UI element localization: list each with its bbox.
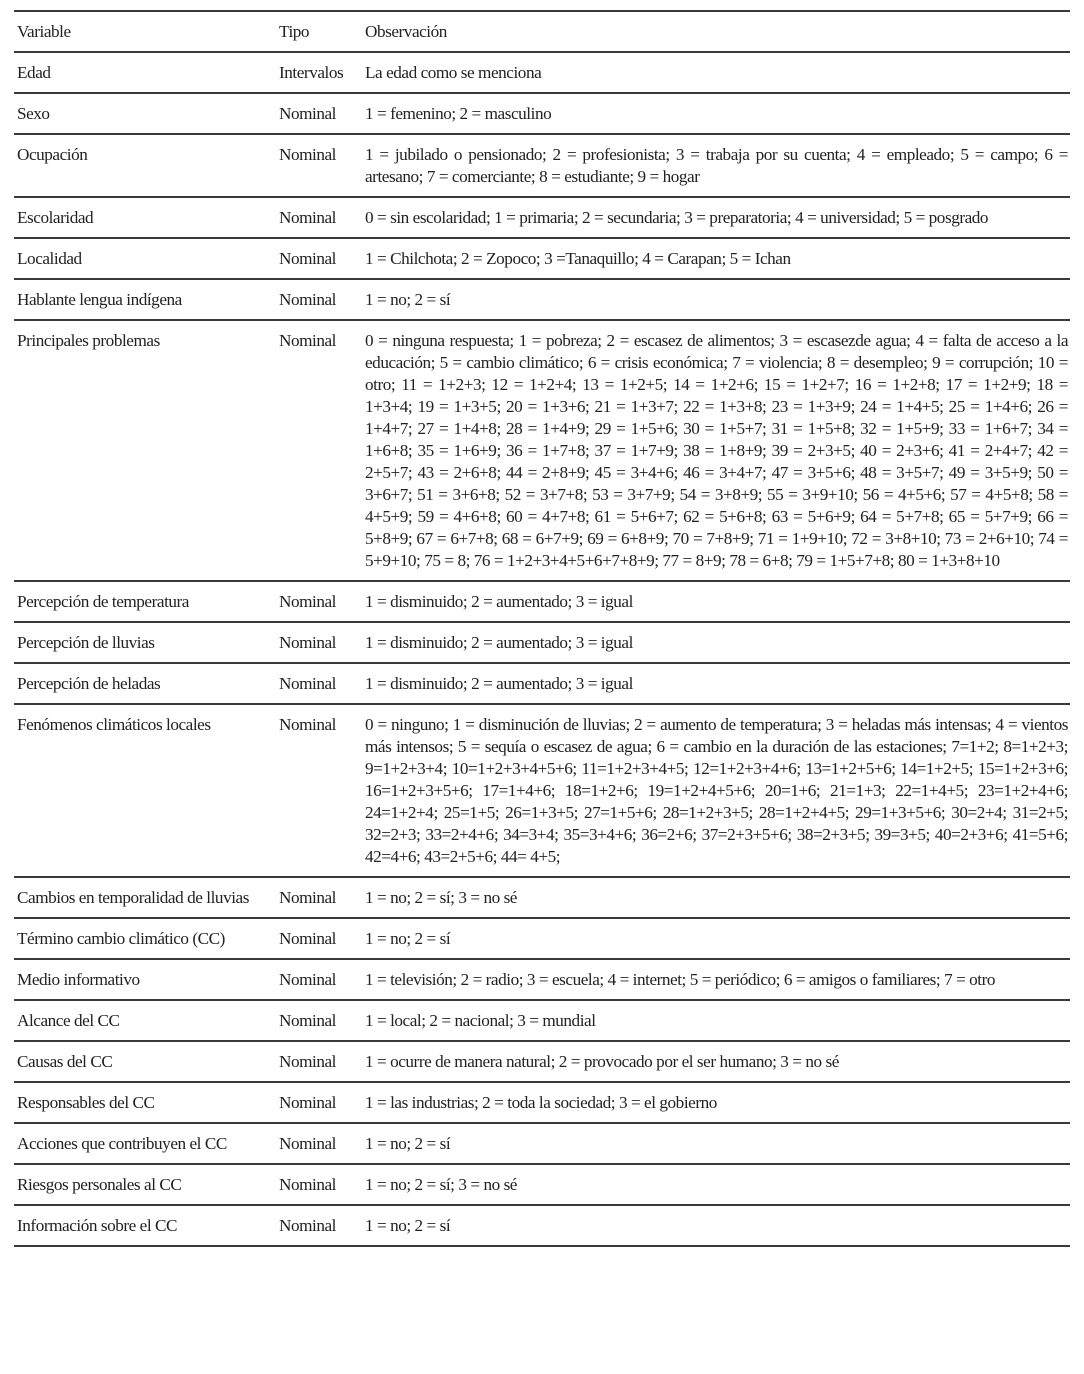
cell-observacion: 1 = local; 2 = nacional; 3 = mundial: [365, 1011, 596, 1030]
cell-variable: Percepción de heladas: [17, 674, 161, 693]
cell-variable: Responsables del CC: [17, 1093, 155, 1112]
cell-tipo: Nominal: [279, 145, 336, 164]
cell-variable: Información sobre el CC: [17, 1216, 178, 1235]
table-row: [14, 663, 1070, 704]
cell-observacion: 1 = no; 2 = sí: [365, 290, 451, 309]
table-row: [14, 93, 1070, 134]
cell-observacion: 1 = televisión; 2 = radio; 3 = escuela; 4 = internet; 5 = periódico; 6 = amigos o familiares; 7 = otro: [365, 970, 996, 989]
cell-variable: Percepción de lluvias: [17, 633, 155, 652]
cell-tipo: Nominal: [279, 715, 336, 734]
cell-observacion: La edad como se menciona: [365, 63, 542, 82]
cell-variable: Sexo: [17, 104, 50, 123]
table-row: [14, 1205, 1070, 1246]
cell-observacion: 1 = disminuido; 2 = aumentado; 3 = igual: [365, 592, 633, 611]
cell-variable: Localidad: [17, 249, 82, 268]
table-row: [14, 197, 1070, 238]
table-row: [14, 238, 1070, 279]
cell-tipo: Nominal: [279, 1052, 336, 1071]
cell-tipo: Nominal: [279, 970, 336, 989]
cell-tipo: Nominal: [279, 674, 336, 693]
table-row: [14, 1000, 1070, 1041]
cell-observacion: 1 = no; 2 = sí: [365, 929, 451, 948]
table-row: [14, 134, 1070, 197]
cell-tipo: Nominal: [279, 592, 336, 611]
table-row: [14, 918, 1070, 959]
cell-variable: Percepción de temperatura: [17, 592, 189, 611]
cell-observacion: 1 = las industrias; 2 = toda la sociedad; 3 = el gobierno: [365, 1093, 717, 1112]
cell-variable: Hablante lengua indígena: [17, 290, 182, 309]
table-row: [14, 581, 1070, 622]
cell-observacion: 1 = Chilchota; 2 = Zopoco; 3 =Tanaquillo; 4 = Carapan; 5 = Ichan: [365, 249, 791, 268]
cell-tipo: Nominal: [279, 331, 336, 350]
cell-tipo: Nominal: [279, 633, 336, 652]
table-row: [14, 1041, 1070, 1082]
table-row: [14, 1123, 1070, 1164]
cell-variable: Principales problemas: [17, 331, 160, 350]
cell-observacion: 1 = no; 2 = sí: [365, 1134, 451, 1153]
cell-variable: Alcance del CC: [17, 1011, 120, 1030]
cell-tipo: Nominal: [279, 290, 336, 309]
cell-variable: Acciones que contribuyen el CC: [17, 1134, 227, 1153]
cell-variable: Medio informativo: [17, 970, 140, 989]
cell-observacion: 1 = disminuido; 2 = aumentado; 3 = igual: [365, 674, 633, 693]
cell-tipo: Nominal: [279, 249, 336, 268]
cell-observacion: 0 = ninguno; 1 = disminución de lluvias; 2 = aumento de temperatura; 3 = heladas más intensas; 4 = vientos más intensos; 5 = sequía o escasez de agua; 6 = cambio en la duración de las estaciones; 7=1+2; 8=1+2+3; 9=1+2+3+4; 10=1+2+3+4+5+6; 11=1+2+3+4+5; 12=1+2+3+4+6; 13=1+2+5+6; 14=1+2+5; 15=1+2+3+6; 16=1+2+3+5+6; 17=1+4+6; 18=1+2+6; 19=1+2+4+5+6; 20=1+6; 21=1+3; 22=1+4+5; 23=1+2+4+6; 24=1+2+4; 25=1+5; 26=1+3+5; 27=1+5+6; 28=1+2+3+5; 28=1+2+4+5; 29=1+3+5+6; 30=2+4; 31=2+5; 32=2+3; 33=2+4+6; 34=3+4; 35=3+4+6; 36=2+6; 37=2+3+5+6; 38=2+3+5; 39=3+5; 40=2+3+6; 41=5+6; 42=4+6; 43=2+5+6; 44= 4+5;: [365, 715, 1068, 866]
table-row: [14, 1164, 1070, 1205]
cell-tipo: Nominal: [279, 1175, 336, 1194]
table-row: [14, 877, 1070, 918]
cell-tipo: Nominal: [279, 888, 336, 907]
header-tipo: Tipo: [279, 22, 310, 41]
table-row: [14, 52, 1070, 93]
cell-observacion: 1 = no; 2 = sí; 3 = no sé: [365, 1175, 517, 1194]
variables-table: [14, 10, 1070, 1247]
cell-observacion: 0 = sin escolaridad; 1 = primaria; 2 = secundaria; 3 = preparatoria; 4 = universidad; 5 = posgrado: [365, 208, 989, 227]
cell-observacion: 1 = disminuido; 2 = aumentado; 3 = igual: [365, 633, 633, 652]
cell-variable: Edad: [17, 63, 51, 82]
table-row: [14, 704, 1070, 877]
cell-variable: Fenómenos climáticos locales: [17, 715, 211, 734]
table-row: [14, 1082, 1070, 1123]
cell-variable: Cambios en temporalidad de lluvias: [17, 888, 249, 907]
cell-tipo: Nominal: [279, 929, 336, 948]
table-row: [14, 622, 1070, 663]
cell-tipo: Nominal: [279, 104, 336, 123]
cell-observacion: 1 = jubilado o pensionado; 2 = profesionista; 3 = trabaja por su cuenta; 4 = empleado; 5 = campo; 6 = artesano; 7 = comerciante; 8 = estudiante; 9 = hogar: [365, 145, 1068, 186]
cell-tipo: Nominal: [279, 1216, 336, 1235]
cell-variable: Escolaridad: [17, 208, 94, 227]
cell-observacion: 1 = no; 2 = sí; 3 = no sé: [365, 888, 517, 907]
cell-observacion: 0 = ninguna respuesta; 1 = pobreza; 2 = escasez de alimentos; 3 = escasezde agua; 4 = falta de acceso a la educación; 5 = cambio climático; 6 = crisis económica; 7 = violencia; 8 = desempleo; 9 = corrupción; 10 = otro; 11 = 1+2+3; 12 = 1+2+4; 13 = 1+2+5; 14 = 1+2+6; 15 = 1+2+7; 16 = 1+2+8; 17 = 1+2+9; 18 = 1+3+4; 19 = 1+3+5; 20 = 1+3+6; 21 = 1+3+7; 22 = 1+3+8; 23 = 1+3+9; 24 = 1+4+5; 25 = 1+4+6; 26 = 1+4+7; 27 = 1+4+8; 28 = 1+4+9; 29 = 1+5+6; 30 = 1+5+7; 31 = 1+5+8; 32 = 1+5+9; 33 = 1+6+7; 34 = 1+6+8; 35 = 1+6+9; 36 = 1+7+8; 37 = 1+7+9; 38 = 1+8+9; 39 = 2+3+5; 40 = 2+3+6; 41 = 2+4+7; 42 = 2+5+7; 43 = 2+6+8; 44 = 2+8+9; 45 = 3+4+6; 46 = 3+4+7; 47 = 3+5+6; 48 = 3+5+7; 49 = 3+5+9; 50 = 3+6+7; 51 = 3+6+8; 52 = 3+7+8; 53 = 3+7+9; 54 = 3+8+9; 55 = 3+9+10; 56 = 4+5+6; 57 = 4+5+8; 58 = 4+5+9; 59 = 4+6+8; 60 = 4+7+8; 61 = 5+6+7; 62 = 5+6+8; 63 = 5+6+9; 64 = 5+7+8; 65 = 5+7+9; 66 = 5+8+9; 67 = 6+7+8; 68 = 6+7+9; 69 = 6+8+9; 70 = 7+8+9; 71 = 1+9+10; 72 = 3+8+10; 73 = 2+6+10; 74 = 5+9+10; 75 = 8; 76 = 1+2+3+4+5+6+7+8+9; 77 = 8+9; 78 = 6+8; 79 = 1+5+7+8; 80 = 1+3+8+10: [365, 331, 1068, 570]
cell-tipo: Intervalos: [279, 63, 344, 82]
cell-observacion: 1 = femenino; 2 = masculino: [365, 104, 552, 123]
header-variable: Variable: [17, 22, 71, 41]
cell-tipo: Nominal: [279, 1093, 336, 1112]
cell-tipo: Nominal: [279, 1134, 336, 1153]
cell-variable: Término cambio climático (CC): [17, 929, 225, 948]
cell-variable: Riesgos personales al CC: [17, 1175, 182, 1194]
cell-variable: Ocupación: [17, 145, 88, 164]
cell-tipo: Nominal: [279, 208, 336, 227]
cell-tipo: Nominal: [279, 1011, 336, 1030]
cell-observacion: 1 = no; 2 = sí: [365, 1216, 451, 1235]
table-row: [14, 959, 1070, 1000]
table-row: [14, 320, 1070, 581]
table-header-row: [14, 11, 1070, 52]
table-row: [14, 279, 1070, 320]
cell-observacion: 1 = ocurre de manera natural; 2 = provocado por el ser humano; 3 = no sé: [365, 1052, 839, 1071]
cell-variable: Causas del CC: [17, 1052, 113, 1071]
header-observacion: Observación: [365, 22, 447, 41]
variables-table-container: [14, 10, 1070, 1247]
